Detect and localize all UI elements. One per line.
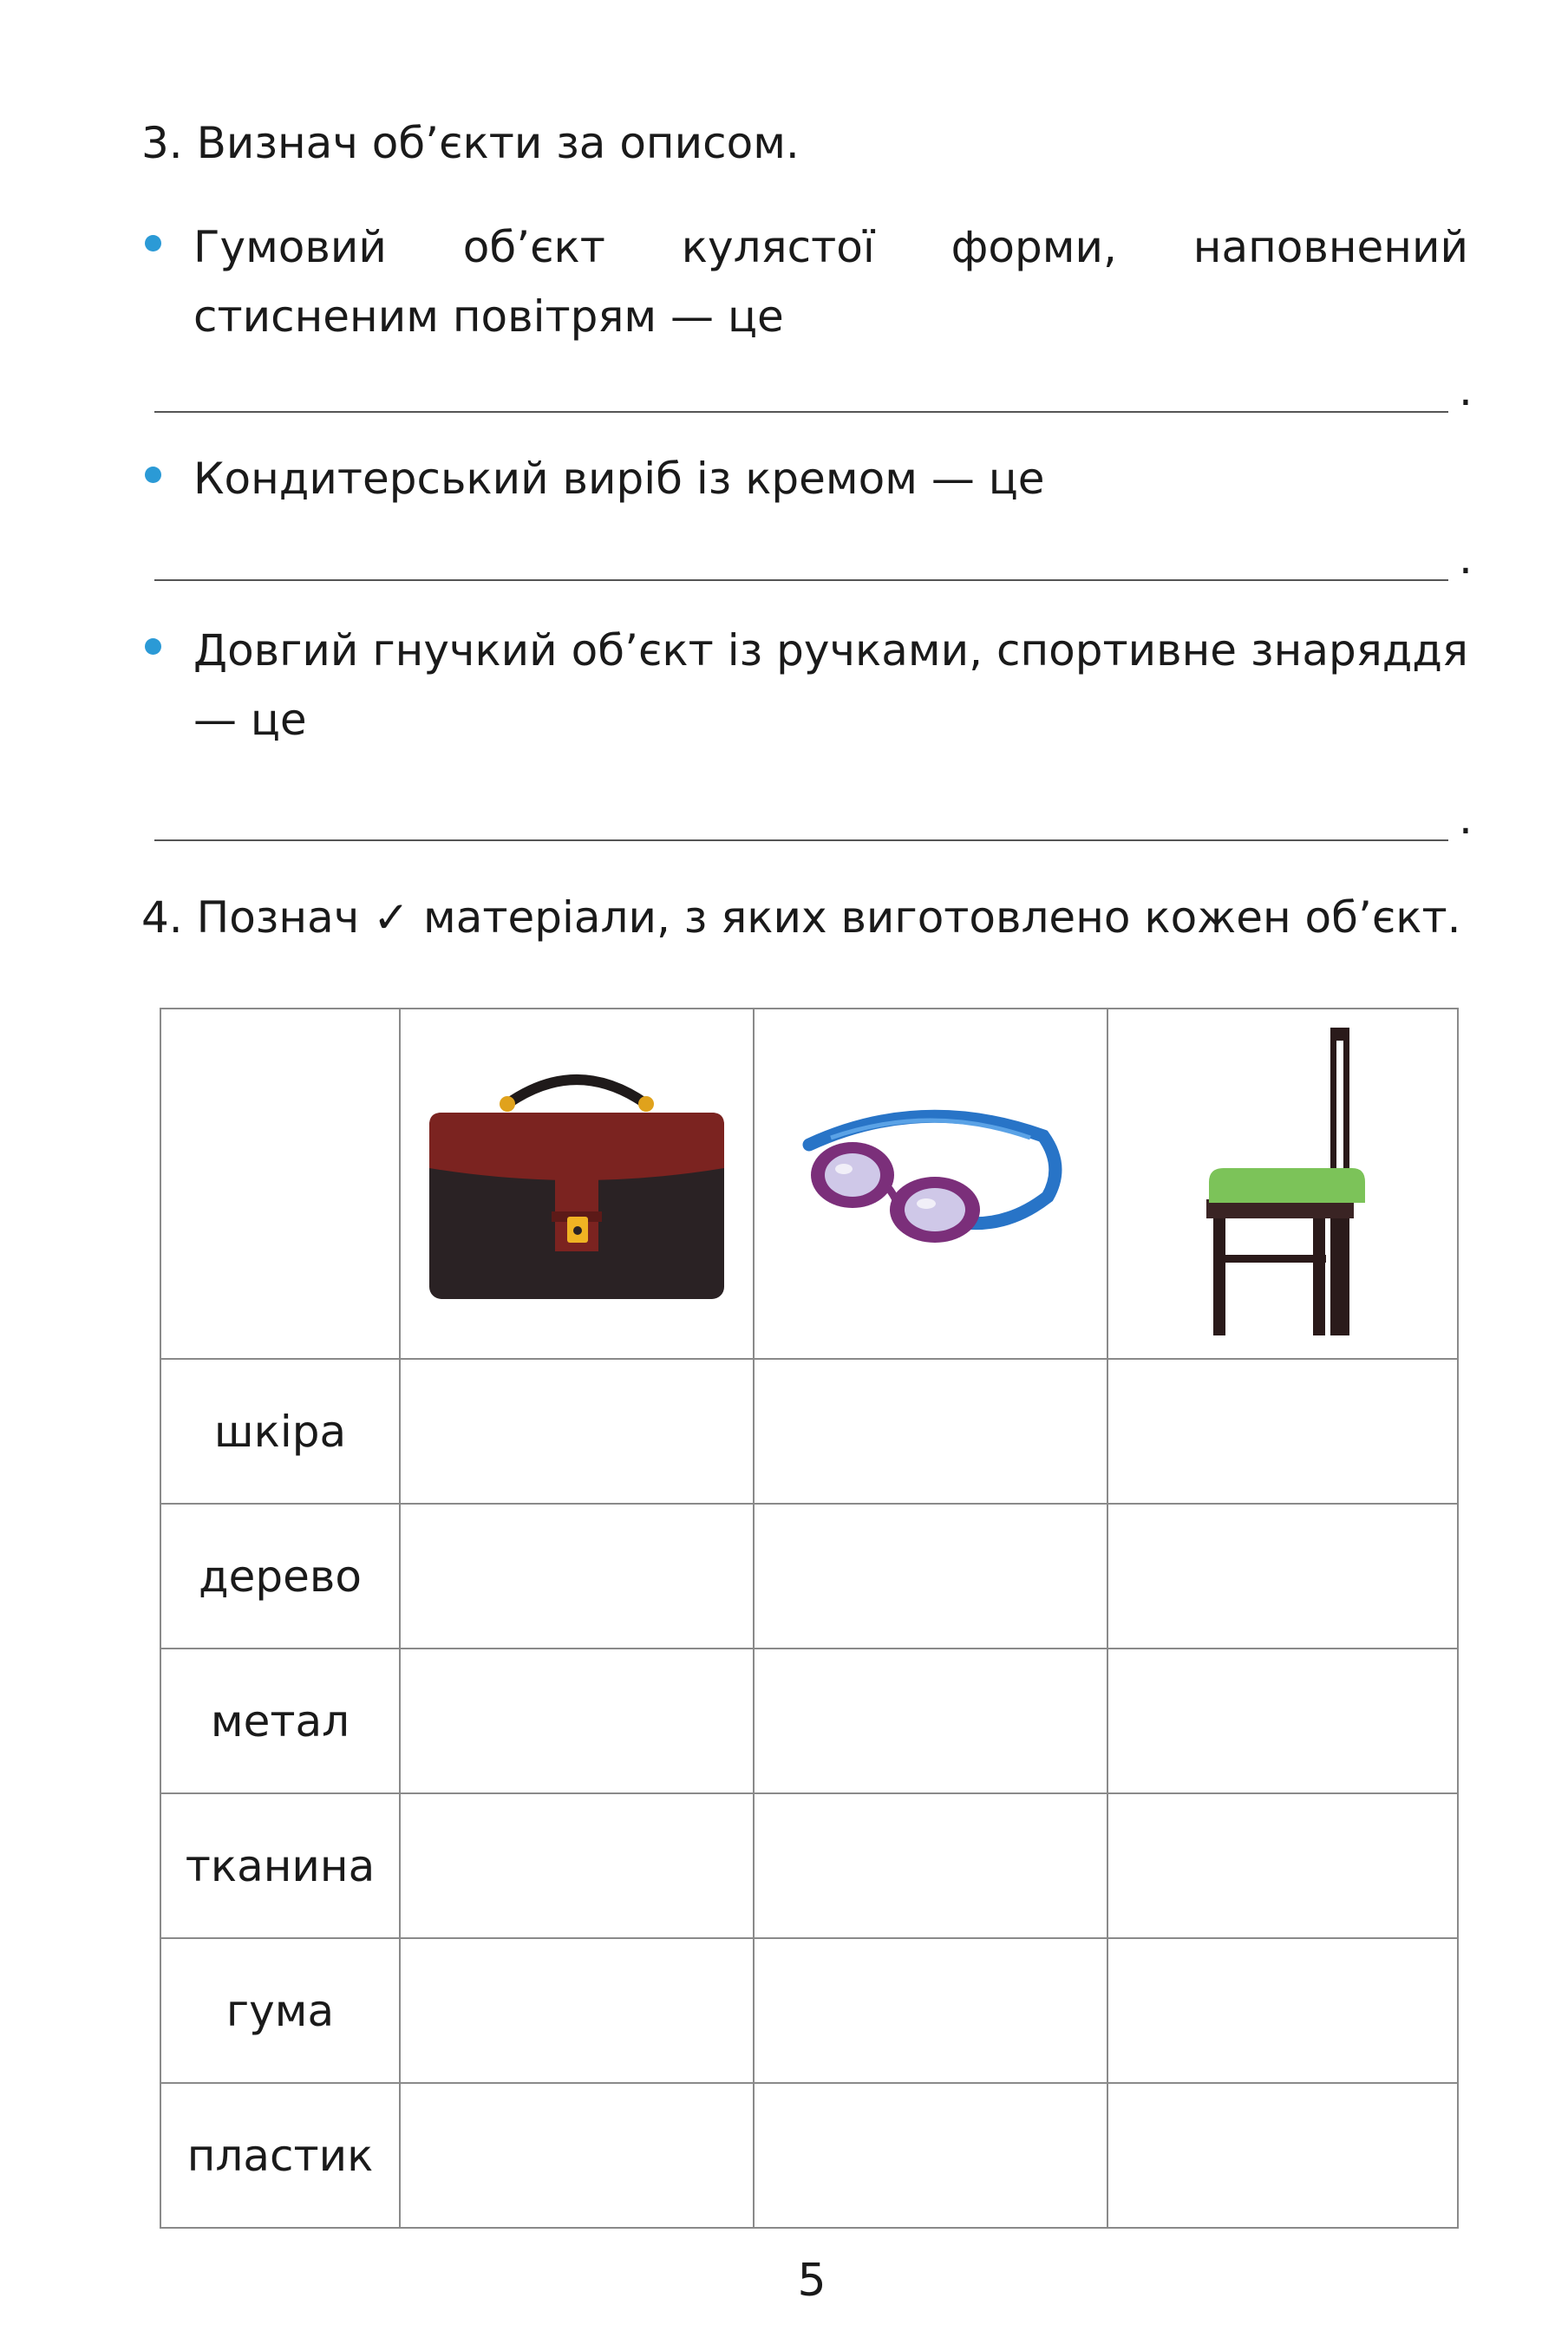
check-cell[interactable] (754, 1649, 1107, 1793)
task4-heading (141, 891, 1461, 944)
check-cell[interactable] (1107, 1649, 1458, 1793)
bullet-icon (145, 467, 161, 483)
task3-item-1-text: Гумовий об’єкт кулястої форми, наповнений стисненим повітрям — це (193, 222, 1468, 342)
check-cell[interactable] (400, 1649, 754, 1793)
object-cell-goggles (754, 1009, 1107, 1359)
object-cell-chair (1107, 1009, 1458, 1359)
task3-item-3-text: Довгий гнучкий об’єкт із ручками, спортивне знаряддя — це (193, 625, 1468, 745)
check-cell[interactable] (400, 2083, 754, 2228)
check-cell[interactable] (400, 1359, 754, 1504)
material-label: шкіра (160, 1359, 400, 1504)
material-row (160, 2083, 1458, 2228)
material-row (160, 1359, 1458, 1504)
material-row (160, 1649, 1458, 1793)
material-row (160, 1938, 1458, 2083)
materials-table (160, 1008, 1459, 2229)
objects-row (160, 1009, 1458, 1359)
bullet-icon (145, 638, 161, 655)
briefcase-icon (425, 1062, 728, 1305)
check-cell[interactable] (1107, 1793, 1458, 1938)
task4-heading-start: 4. Познач (141, 892, 360, 943)
answer-line-2[interactable] (154, 579, 1448, 581)
task3-item-3 (141, 616, 1468, 754)
task4-heading-end: матеріали, з яких виготовлено кожен об’єкт. (422, 892, 1461, 943)
check-cell[interactable] (754, 1504, 1107, 1649)
task3-item-2 (141, 444, 1468, 513)
page-number: 5 (797, 2255, 826, 2307)
check-cell[interactable] (400, 1793, 754, 1938)
answer-line-1-dot: . (1459, 365, 1473, 415)
answer-line-2-dot: . (1459, 533, 1473, 584)
corner-cell (160, 1009, 400, 1359)
object-cell-briefcase (400, 1009, 754, 1359)
material-row (160, 1504, 1458, 1649)
material-label: дерево (160, 1504, 400, 1649)
check-cell[interactable] (754, 2083, 1107, 2228)
material-label: метал (160, 1649, 400, 1793)
swim-goggles-icon (792, 1084, 1069, 1283)
answer-line-1[interactable] (154, 411, 1448, 413)
check-cell[interactable] (754, 1793, 1107, 1938)
checkmark-icon: ✓ (373, 892, 410, 943)
task3-item-1 (141, 212, 1468, 351)
answer-line-3[interactable] (154, 839, 1448, 841)
answer-line-3-dot: . (1459, 793, 1473, 844)
check-cell[interactable] (1107, 1938, 1458, 2083)
check-cell[interactable] (754, 1359, 1107, 1504)
material-label: тканина (160, 1793, 400, 1938)
check-cell[interactable] (400, 1938, 754, 2083)
check-cell[interactable] (1107, 1359, 1458, 1504)
check-cell[interactable] (400, 1504, 754, 1649)
chair-icon (1187, 1028, 1378, 1340)
check-cell[interactable] (1107, 2083, 1458, 2228)
material-row (160, 1793, 1458, 1938)
bullet-icon (145, 235, 161, 251)
material-label: пластик (160, 2083, 400, 2228)
task3-heading: 3. Визнач об’єкти за описом. (141, 118, 800, 168)
check-cell[interactable] (1107, 1504, 1458, 1649)
material-label: гума (160, 1938, 400, 2083)
task3-item-2-text: Кондитерський виріб із кремом — це (193, 454, 1045, 504)
check-cell[interactable] (754, 1938, 1107, 2083)
